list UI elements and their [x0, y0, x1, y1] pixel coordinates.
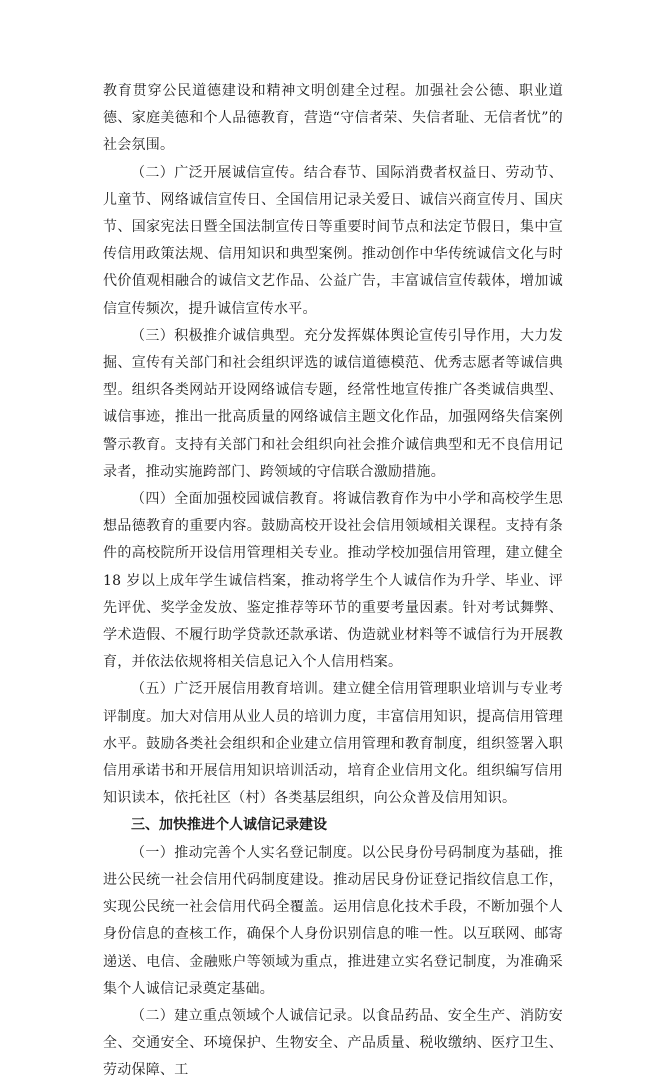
paragraph-credit-training: （五）广泛开展信用教育培训。建立健全信用管理职业培训与专业考评制度。加大对信用从业人员的培训力度，丰富信用知识，提高信用管理水平。鼓励各类社会组织和企业建立信用管理和教育制度，组织签署入职信用承诺书和开展信用知识培训活动，培育企业信用文化。组织编写信用知识读本，依托社区（村）各类基层组织，向公众普及信用知识。 — [103, 681, 563, 807]
document-body — [103, 78, 563, 1085]
paragraph-honesty-models: （三）积极推介诚信典型。充分发挥媒体舆论宣传引导作用，大力发掘、宣传有关部门和社会组织评选的诚信道德模范、优秀志愿者等诚信典型。组织各类网站开设网络诚信专题，经常性地宣传推广各类诚信典型、诚信事迹，推出一批高质量的网络诚信主题文化作品，加强网络失信案例警示教育。支持有关部门和社会组织向社会推介诚信典型和无不良信用记录者，推动实施跨部门、跨领域的守信联合激励措施。 — [103, 327, 563, 480]
paragraph-honesty-publicity: （二）广泛开展诚信宣传。结合春节、国际消费者权益日、劳动节、儿童节、网络诚信宣传日、全国信用记录关爱日、诚信兴商宣传月、国庆节、国家宪法日暨全国法制宣传日等重要时间节点和法定节假日，集中宣传信用政策法规、信用知识和典型案例。推动创作中华传统诚信文化与时代价值观相融合的诚信文艺作品、公益广告，丰富诚信宣传载体，增加诚信宣传频次，提升诚信宣传水平。 — [103, 164, 563, 317]
paragraph-real-name-registration: （一）推动完善个人实名登记制度。以公民身份号码制度为基础，推进公民统一社会信用代码制度建设。推动居民身份证登记指纹信息工作，实现公民统一社会信用代码全覆盖。运用信息化技术手段，不断加强个人身份信息的查核工作，确保个人身份识别信息的唯一性。以互联网、邮寄递送、电信、金融账户等领域为重点，推进建立实名登记制度，为准确采集个人诚信记录奠定基础。 — [103, 844, 563, 997]
paragraph-campus-education: （四）全面加强校园诚信教育。将诚信教育作为中小学和高校学生思想品德教育的重要内容。鼓励高校开设社会信用领域相关课程。支持有条件的高校院所开设信用管理相关专业。推动学校加强信用管理，建立健全 18 岁以上成年学生诚信档案，推动将学生个人诚信作为升学、毕业、评先评优、奖学金发放、鉴定推荐等环节的重要考量因素。针对考试舞弊、学术造假、不履行助学贷款还款承诺、伪造就业材料等不诚信行为开展教育，并依法依规将相关信息记入个人信用档案。 — [103, 491, 563, 671]
paragraph-key-field-records: （二）建立重点领域个人诚信记录。以食品药品、安全生产、消防安全、交通安全、环境保护、生物安全、产品质量、税收缴纳、医疗卫生、劳动保障、工 — [103, 1007, 563, 1079]
section-heading: 三、加快推进个人诚信记录建设 — [131, 817, 327, 834]
paragraph-continuation: 教育贯穿公民道德建设和精神文明创建全过程。加强社会公德、职业道德、家庭美德和个人品德教育，营造“守信者荣、失信者耻、无信者忧”的社会氛围。 — [103, 83, 563, 154]
